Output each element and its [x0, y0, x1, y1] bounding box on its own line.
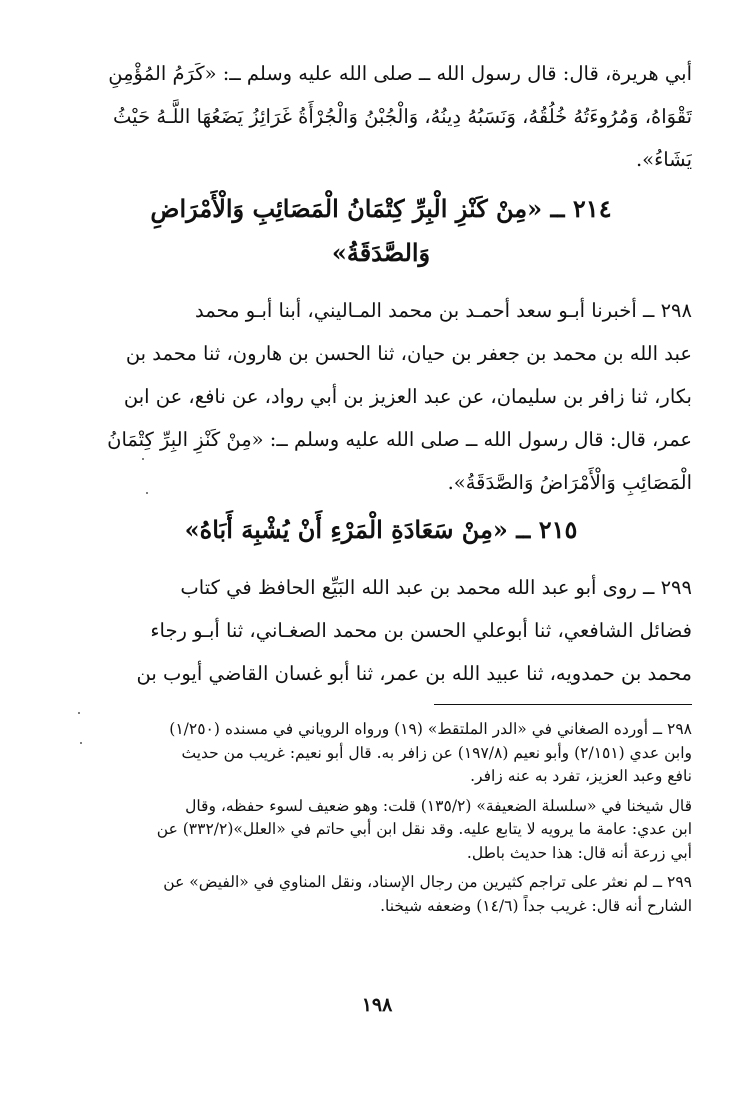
- footnote-line: أبي زرعة أنه قال: هذا حديث باطل.: [466, 843, 692, 862]
- text-line: ٢٩٩ ــ روى أبو عبد الله محمد بن عبد الله البَيِّع الحافظ في كتاب: [180, 576, 692, 599]
- scan-speck: [80, 742, 82, 744]
- text-line: بكار، ثنا زافر بن سليمان، عن عبد العزيز بن أبي رواد، عن نافع، عن ابن: [123, 385, 692, 408]
- page-number: ١٩٨: [361, 994, 393, 1016]
- footnote-line: ٢٩٨ ــ أورده الصغاني في «الدر الملتقط» (١٩) ورواه الروياني في مسنده (١/٢٥٠): [169, 720, 692, 738]
- text-line: عمر، قال: قال رسول الله ــ صلى الله عليه وسلم ــ: «مِنْ كَنْزِ البِرِّ كِتْمَانُ: [107, 428, 692, 451]
- scan-speck: [142, 458, 144, 460]
- text-line: يَشَاءُ».: [635, 148, 692, 171]
- footnote-line: نافع وعبد العزيز، تفرد به عنه زافر.: [470, 767, 692, 785]
- hadith-299-paragraph: [70, 566, 692, 695]
- scan-speck: [78, 712, 80, 714]
- footnote-299: [70, 871, 692, 918]
- text-line: ٢٩٨ ــ أخبرنا أبـو سعد أحمـد بن محمد المـاليني، أبنا أبـو محمد: [194, 299, 692, 322]
- text-line: الْمَصَائِبِ وَالْأَمْرَاضُ وَالصَّدَقَةُ».: [447, 471, 692, 494]
- section-heading-215: [70, 508, 692, 552]
- intro-paragraph: [70, 52, 692, 181]
- footnote-line: ابن عدي: عامة ما يرويه لا يتابع عليه. وقد نقل ابن أبي حاتم في «العلل»(٣٣٢/٢) عن: [156, 820, 692, 838]
- footnote-298-source: [70, 718, 692, 789]
- text-line: أبي هريرة، قال: قال رسول الله ــ صلى الله عليه وسلم ــ: «كَرَمُ المُؤْمِنِ: [108, 62, 692, 85]
- heading-line: ٢١٥ ــ «مِنْ سَعَادَةِ الْمَرْءِ أَنْ يُشْبِهَ أَبَاهُ»: [184, 515, 578, 544]
- text-line: عبد الله بن محمد بن جعفر بن حيان، ثنا الحسن بن هارون، ثنا محمد بن: [125, 342, 692, 365]
- heading-line: وَالصَّدَقَةُ»: [331, 238, 431, 267]
- text-line: تَقْوَاهُ، وَمُرُوءَتُهُ خُلُقُهُ، وَنَسَبُهُ دِينُهُ، وَالْجُبْنُ وَالْجُرْأَةُ غَرَائِزُ يَضَعُهَا اللَّـهُ حَيْثُ: [113, 105, 692, 128]
- footnote-line: الشارح أنه قال: غريب جداً (١٤/٦) وضعفه شيخنا.: [380, 896, 692, 915]
- footnote-divider: [434, 704, 692, 705]
- scan-speck: [146, 492, 148, 494]
- footnote-line: ٢٩٩ ــ لم نعثر على تراجم كثيرين من رجال الإسناد، ونقل المناوي في «الفيض» عن: [163, 873, 692, 891]
- footnote-line: قال شيخنا في «سلسلة الضعيفة» (١٣٥/٢) قلت: وهو ضعيف لسوء حفظه، وقال: [185, 796, 692, 815]
- text-line: محمد بن حمدويه، ثنا عبيد الله بن عمر، ثنا أبو غسان القاضي أيوب بن: [136, 662, 692, 685]
- hadith-298-paragraph: [70, 289, 692, 504]
- text-line: فضائل الشافعي، ثنا أبوعلي الحسن بن محمد الصغـاني، ثنا أبـو رجاء: [150, 619, 692, 642]
- main-text: [70, 52, 692, 695]
- footnote-298-grading: [70, 795, 692, 866]
- section-heading-214: [70, 187, 692, 275]
- heading-line: ٢١٤ ــ «مِنْ كَنْزِ الْبِرِّ كِتْمَانُ الْمَصَائِبِ وَالْأَمْرَاضِ: [150, 194, 612, 223]
- footnote-line: وابن عدي (٢/١٥١) وأبو نعيم (١٩٧/٨) عن زافر به. قال أبو نعيم: غريب من حديث: [181, 743, 692, 762]
- footnotes: [70, 718, 692, 924]
